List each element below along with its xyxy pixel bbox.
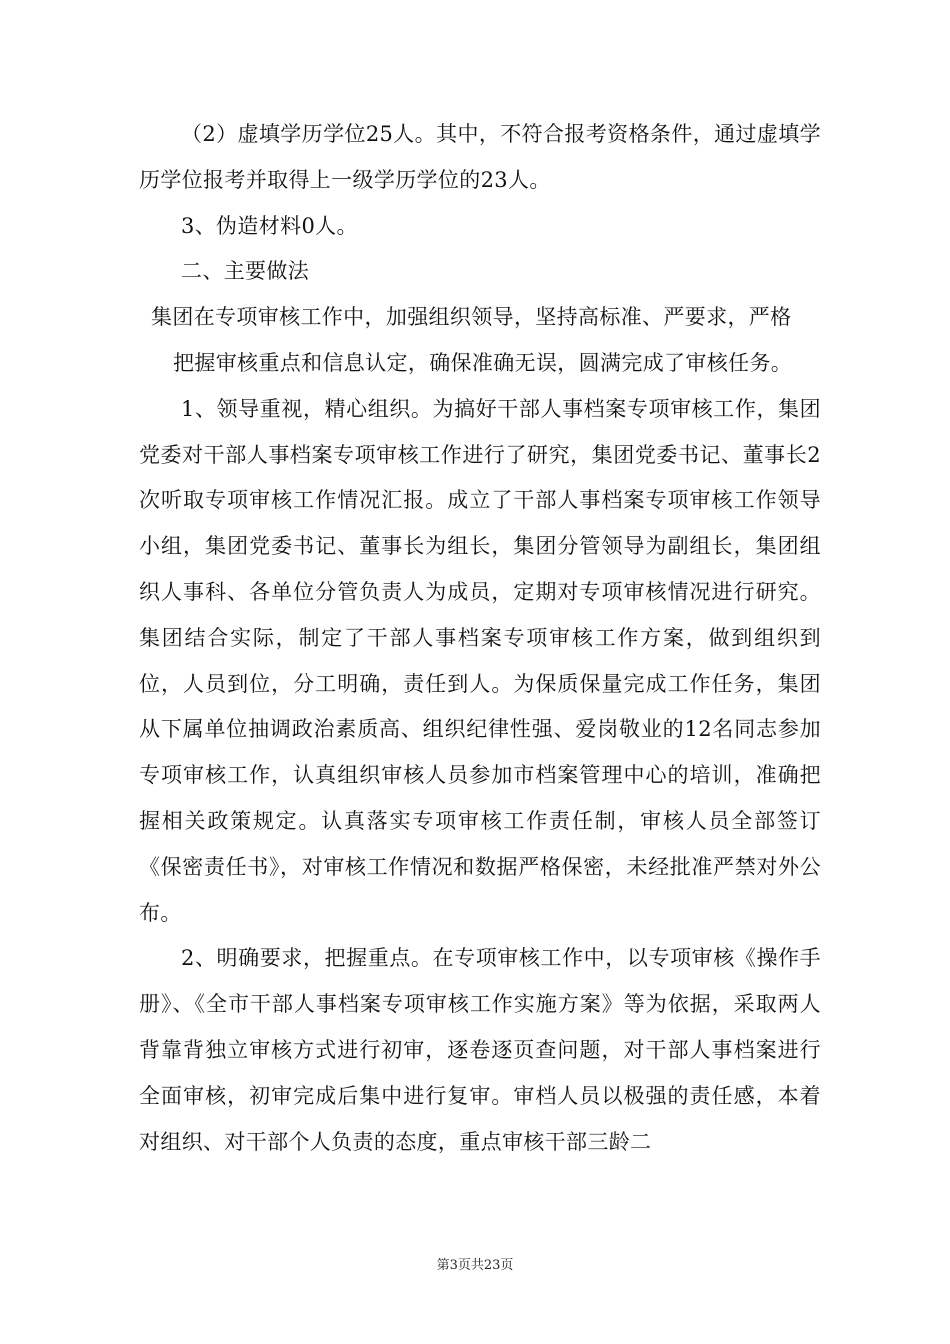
document-body <box>139 112 821 1165</box>
summary-line-1: 集团在专项审核工作中，加强组织领导，坚持高标准、严要求，严格 <box>151 305 792 330</box>
paragraph-group-summary <box>139 295 821 387</box>
paragraph-forged-materials: 3、伪造材料0人。 <box>181 213 358 238</box>
paragraph-false-degree: （2）虚填学历学位25人。其中，不符合报考资格条件，通过虚填学历学位报考并取得上一级学历学位的23人。 <box>139 122 821 192</box>
page-number-footer: 第3页共23页 <box>436 1258 514 1273</box>
summary-line-2: 把握审核重点和信息认定，确保准确无误，圆满完成了审核任务。 <box>173 350 793 375</box>
paragraph-leadership: 1、领导重视，精心组织。为搞好干部人事档案专项审核工作，集团党委对干部人事档案专项审核工作进行了研究，集团党委书记、董事长2次听取专项审核工作情况汇报。成立了干部人事档案专项审核工作领导小组，集团党委书记、董事长为组长，集团分管领导为副组长，集团组织人事科、各单位分管负责人为成员，定期对专项审核情况进行研究。集团结合实际，制定了干部人事档案专项审核工作方案，做到组织到位，人员到位，分工明确，责任到人。为保质保量完成工作任务，集团从下属单位抽调政治素质高、组织纪律性强、爱岗敬业的12名同志参加专项审核工作，认真组织审核人员参加市档案管理中心的培训，准确把握相关政策规定。认真落实专项审核工作责任制，审核人员全部签订《保密责任书》，对审核工作情况和数据严格保密，未经批准严禁对外公布。 <box>139 396 821 925</box>
section-heading-main-practices: 二、主要做法 <box>181 259 310 284</box>
paragraph-requirements: 2、明确要求，把握重点。在专项审核工作中，以专项审核《操作手册》、《全市干部人事档案专项审核工作实施方案》等为依据，采取两人背靠背独立审核方式进行初审，逐卷逐页查问题，对干部人事档案进行全面审核，初审完成后集中进行复审。审档人员以极强的责任感，本着对组织、对干部个人负责的态度，重点审核干部三龄二 <box>139 946 821 1154</box>
